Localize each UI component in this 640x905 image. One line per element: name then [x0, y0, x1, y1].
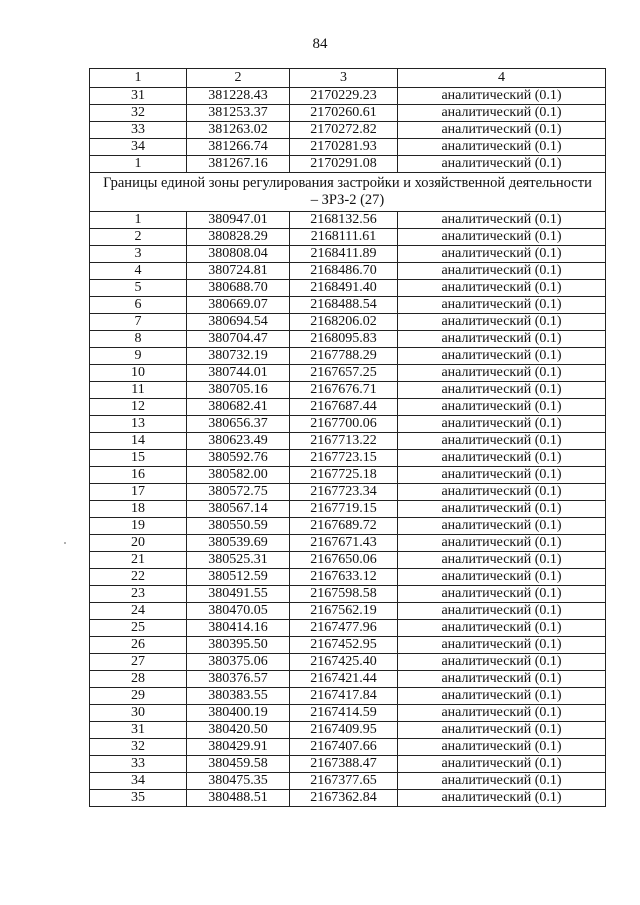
x-coordinate-cell: 380525.31 [187, 552, 290, 569]
x-coordinate-cell: 380414.16 [187, 620, 290, 637]
table-row [90, 586, 606, 603]
table-row [90, 518, 606, 535]
table-row [90, 229, 606, 246]
table-row [90, 88, 606, 105]
point-number-cell: 11 [90, 382, 187, 399]
point-number-cell: 10 [90, 365, 187, 382]
method-cell: аналитический (0.1) [398, 246, 606, 263]
y-coordinate-cell: 2167700.06 [290, 416, 398, 433]
point-number-cell: 9 [90, 348, 187, 365]
method-cell: аналитический (0.1) [398, 105, 606, 122]
table-row [90, 756, 606, 773]
point-number-cell: 25 [90, 620, 187, 637]
x-coordinate-cell: 380383.55 [187, 688, 290, 705]
y-coordinate-cell: 2167650.06 [290, 552, 398, 569]
y-coordinate-cell: 2167388.47 [290, 756, 398, 773]
y-coordinate-cell: 2167671.43 [290, 535, 398, 552]
method-cell: аналитический (0.1) [398, 756, 606, 773]
point-number-cell: 18 [90, 501, 187, 518]
table-row [90, 105, 606, 122]
method-cell: аналитический (0.1) [398, 122, 606, 139]
x-coordinate-cell: 380744.01 [187, 365, 290, 382]
method-cell: аналитический (0.1) [398, 450, 606, 467]
x-coordinate-cell: 380582.00 [187, 467, 290, 484]
table-row [90, 467, 606, 484]
x-coordinate-cell: 380567.14 [187, 501, 290, 518]
x-coordinate-cell: 380704.47 [187, 331, 290, 348]
method-cell: аналитический (0.1) [398, 484, 606, 501]
scan-speck [64, 542, 66, 544]
method-cell: аналитический (0.1) [398, 620, 606, 637]
y-coordinate-cell: 2170260.61 [290, 105, 398, 122]
x-coordinate-cell: 380375.06 [187, 654, 290, 671]
method-cell: аналитический (0.1) [398, 331, 606, 348]
y-coordinate-cell: 2167477.96 [290, 620, 398, 637]
table-row [90, 314, 606, 331]
y-coordinate-cell: 2170272.82 [290, 122, 398, 139]
y-coordinate-cell: 2168111.61 [290, 229, 398, 246]
table-row [90, 139, 606, 156]
method-cell: аналитический (0.1) [398, 416, 606, 433]
point-number-cell: 19 [90, 518, 187, 535]
y-coordinate-cell: 2168486.70 [290, 263, 398, 280]
method-cell: аналитический (0.1) [398, 603, 606, 620]
x-coordinate-cell: 380947.01 [187, 212, 290, 229]
method-cell: аналитический (0.1) [398, 297, 606, 314]
x-coordinate-cell: 380688.70 [187, 280, 290, 297]
method-cell: аналитический (0.1) [398, 569, 606, 586]
y-coordinate-cell: 2167689.72 [290, 518, 398, 535]
x-coordinate-cell: 380828.29 [187, 229, 290, 246]
table-header-row [90, 69, 606, 88]
table-row [90, 773, 606, 790]
point-number-cell: 35 [90, 790, 187, 807]
method-cell: аналитический (0.1) [398, 399, 606, 416]
table-row [90, 399, 606, 416]
section-row [90, 173, 606, 212]
table-row [90, 263, 606, 280]
point-number-cell: 8 [90, 331, 187, 348]
point-number-cell: 33 [90, 756, 187, 773]
x-coordinate-cell: 380420.50 [187, 722, 290, 739]
point-number-cell: 7 [90, 314, 187, 331]
method-cell: аналитический (0.1) [398, 722, 606, 739]
y-coordinate-cell: 2167633.12 [290, 569, 398, 586]
y-coordinate-cell: 2168132.56 [290, 212, 398, 229]
y-coordinate-cell: 2168206.02 [290, 314, 398, 331]
x-coordinate-cell: 380376.57 [187, 671, 290, 688]
x-coordinate-cell: 380475.35 [187, 773, 290, 790]
table-row [90, 688, 606, 705]
method-cell: аналитический (0.1) [398, 365, 606, 382]
method-cell: аналитический (0.1) [398, 790, 606, 807]
method-cell: аналитический (0.1) [398, 263, 606, 280]
method-cell: аналитический (0.1) [398, 535, 606, 552]
y-coordinate-cell: 2167676.71 [290, 382, 398, 399]
method-cell: аналитический (0.1) [398, 467, 606, 484]
y-coordinate-cell: 2170281.93 [290, 139, 398, 156]
y-coordinate-cell: 2168095.83 [290, 331, 398, 348]
column-header: 1 [90, 69, 187, 88]
table-row [90, 637, 606, 654]
point-number-cell: 3 [90, 246, 187, 263]
x-coordinate-cell: 380592.76 [187, 450, 290, 467]
point-number-cell: 21 [90, 552, 187, 569]
x-coordinate-cell: 381253.37 [187, 105, 290, 122]
point-number-cell: 34 [90, 139, 187, 156]
page-number: 84 [312, 36, 328, 52]
y-coordinate-cell: 2170229.23 [290, 88, 398, 105]
table-row [90, 348, 606, 365]
point-number-cell: 31 [90, 722, 187, 739]
x-coordinate-cell: 380808.04 [187, 246, 290, 263]
point-number-cell: 13 [90, 416, 187, 433]
x-coordinate-cell: 380724.81 [187, 263, 290, 280]
point-number-cell: 32 [90, 105, 187, 122]
point-number-cell: 14 [90, 433, 187, 450]
table-row [90, 501, 606, 518]
y-coordinate-cell: 2167417.84 [290, 688, 398, 705]
y-coordinate-cell: 2167409.95 [290, 722, 398, 739]
table-row [90, 671, 606, 688]
table-row [90, 552, 606, 569]
y-coordinate-cell: 2167452.95 [290, 637, 398, 654]
table-row [90, 382, 606, 399]
table-row [90, 246, 606, 263]
x-coordinate-cell: 380488.51 [187, 790, 290, 807]
point-number-cell: 15 [90, 450, 187, 467]
table-row [90, 739, 606, 756]
point-number-cell: 32 [90, 739, 187, 756]
point-number-cell: 6 [90, 297, 187, 314]
table-row [90, 416, 606, 433]
table-row [90, 790, 606, 807]
method-cell: аналитический (0.1) [398, 156, 606, 173]
method-cell: аналитический (0.1) [398, 671, 606, 688]
method-cell: аналитический (0.1) [398, 637, 606, 654]
x-coordinate-cell: 380572.75 [187, 484, 290, 501]
method-cell: аналитический (0.1) [398, 212, 606, 229]
y-coordinate-cell: 2167719.15 [290, 501, 398, 518]
table-row [90, 484, 606, 501]
y-coordinate-cell: 2167725.18 [290, 467, 398, 484]
y-coordinate-cell: 2167425.40 [290, 654, 398, 671]
method-cell: аналитический (0.1) [398, 433, 606, 450]
method-cell: аналитический (0.1) [398, 139, 606, 156]
column-header: 4 [398, 69, 606, 88]
column-header: 2 [187, 69, 290, 88]
table-row [90, 212, 606, 229]
table-row [90, 654, 606, 671]
method-cell: аналитический (0.1) [398, 280, 606, 297]
y-coordinate-cell: 2167377.65 [290, 773, 398, 790]
coordinates-table [89, 68, 606, 807]
point-number-cell: 5 [90, 280, 187, 297]
point-number-cell: 1 [90, 156, 187, 173]
y-coordinate-cell: 2167598.58 [290, 586, 398, 603]
table-row [90, 722, 606, 739]
method-cell: аналитический (0.1) [398, 501, 606, 518]
x-coordinate-cell: 380705.16 [187, 382, 290, 399]
x-coordinate-cell: 380395.50 [187, 637, 290, 654]
method-cell: аналитический (0.1) [398, 773, 606, 790]
point-number-cell: 29 [90, 688, 187, 705]
point-number-cell: 20 [90, 535, 187, 552]
y-coordinate-cell: 2167788.29 [290, 348, 398, 365]
x-coordinate-cell: 380623.49 [187, 433, 290, 450]
table-row [90, 450, 606, 467]
x-coordinate-cell: 381263.02 [187, 122, 290, 139]
point-number-cell: 2 [90, 229, 187, 246]
point-number-cell: 30 [90, 705, 187, 722]
y-coordinate-cell: 2167657.25 [290, 365, 398, 382]
point-number-cell: 26 [90, 637, 187, 654]
point-number-cell: 22 [90, 569, 187, 586]
point-number-cell: 31 [90, 88, 187, 105]
method-cell: аналитический (0.1) [398, 654, 606, 671]
x-coordinate-cell: 380512.59 [187, 569, 290, 586]
y-coordinate-cell: 2167713.22 [290, 433, 398, 450]
method-cell: аналитический (0.1) [398, 382, 606, 399]
method-cell: аналитический (0.1) [398, 88, 606, 105]
table-row [90, 280, 606, 297]
y-coordinate-cell: 2167421.44 [290, 671, 398, 688]
point-number-cell: 23 [90, 586, 187, 603]
section-title: Границы единой зоны регулирования застройки и хозяйственной деятельности – ЗРЗ-2 (27) [90, 173, 606, 212]
point-number-cell: 4 [90, 263, 187, 280]
table-row [90, 297, 606, 314]
method-cell: аналитический (0.1) [398, 552, 606, 569]
x-coordinate-cell: 380669.07 [187, 297, 290, 314]
x-coordinate-cell: 380550.59 [187, 518, 290, 535]
x-coordinate-cell: 380682.41 [187, 399, 290, 416]
point-number-cell: 16 [90, 467, 187, 484]
point-number-cell: 12 [90, 399, 187, 416]
x-coordinate-cell: 381228.43 [187, 88, 290, 105]
point-number-cell: 24 [90, 603, 187, 620]
method-cell: аналитический (0.1) [398, 705, 606, 722]
y-coordinate-cell: 2167562.19 [290, 603, 398, 620]
y-coordinate-cell: 2167407.66 [290, 739, 398, 756]
x-coordinate-cell: 380656.37 [187, 416, 290, 433]
point-number-cell: 17 [90, 484, 187, 501]
method-cell: аналитический (0.1) [398, 314, 606, 331]
x-coordinate-cell: 381267.16 [187, 156, 290, 173]
table-row [90, 705, 606, 722]
point-number-cell: 34 [90, 773, 187, 790]
method-cell: аналитический (0.1) [398, 586, 606, 603]
y-coordinate-cell: 2168411.89 [290, 246, 398, 263]
point-number-cell: 27 [90, 654, 187, 671]
y-coordinate-cell: 2168491.40 [290, 280, 398, 297]
x-coordinate-cell: 380459.58 [187, 756, 290, 773]
x-coordinate-cell: 380491.55 [187, 586, 290, 603]
y-coordinate-cell: 2167362.84 [290, 790, 398, 807]
method-cell: аналитический (0.1) [398, 688, 606, 705]
x-coordinate-cell: 380429.91 [187, 739, 290, 756]
x-coordinate-cell: 381266.74 [187, 139, 290, 156]
table-row [90, 122, 606, 139]
x-coordinate-cell: 380400.19 [187, 705, 290, 722]
table-row [90, 156, 606, 173]
y-coordinate-cell: 2167414.59 [290, 705, 398, 722]
x-coordinate-cell: 380694.54 [187, 314, 290, 331]
table-row [90, 535, 606, 552]
method-cell: аналитический (0.1) [398, 518, 606, 535]
table-row [90, 603, 606, 620]
method-cell: аналитический (0.1) [398, 348, 606, 365]
table-row [90, 365, 606, 382]
y-coordinate-cell: 2167723.34 [290, 484, 398, 501]
x-coordinate-cell: 380732.19 [187, 348, 290, 365]
method-cell: аналитический (0.1) [398, 229, 606, 246]
x-coordinate-cell: 380539.69 [187, 535, 290, 552]
y-coordinate-cell: 2168488.54 [290, 297, 398, 314]
x-coordinate-cell: 380470.05 [187, 603, 290, 620]
table-row [90, 569, 606, 586]
y-coordinate-cell: 2167723.15 [290, 450, 398, 467]
column-header: 3 [290, 69, 398, 88]
table-row [90, 433, 606, 450]
point-number-cell: 28 [90, 671, 187, 688]
method-cell: аналитический (0.1) [398, 739, 606, 756]
y-coordinate-cell: 2170291.08 [290, 156, 398, 173]
table-row [90, 331, 606, 348]
y-coordinate-cell: 2167687.44 [290, 399, 398, 416]
table-row [90, 620, 606, 637]
point-number-cell: 1 [90, 212, 187, 229]
point-number-cell: 33 [90, 122, 187, 139]
